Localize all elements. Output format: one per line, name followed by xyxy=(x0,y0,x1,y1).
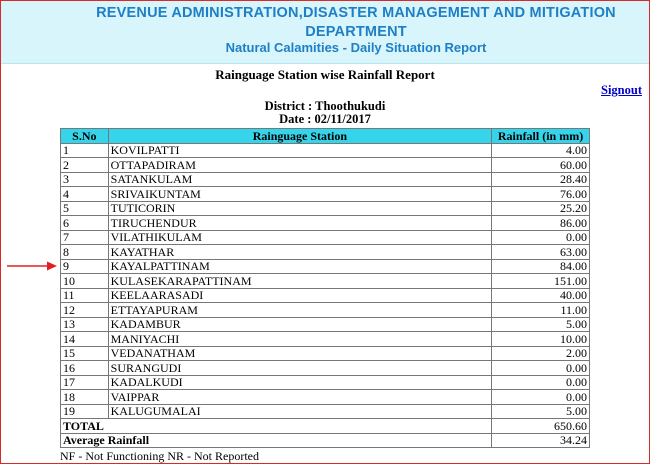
cell-sno: 11 xyxy=(61,288,109,303)
total-value: 650.60 xyxy=(492,419,590,434)
cell-station: VEDANATHAM xyxy=(108,346,491,361)
cell-rainfall: 2.00 xyxy=(492,346,590,361)
cell-station: SATANKULAM xyxy=(108,172,491,187)
table-row xyxy=(61,201,590,216)
report-subtitle: Natural Calamities - Daily Situation Report xyxy=(225,40,487,55)
cell-station: SRIVAIKUNTAM xyxy=(108,187,491,202)
table-row xyxy=(61,143,590,158)
cell-sno: 8 xyxy=(61,245,109,260)
cell-station: KULASEKARAPATTINAM xyxy=(108,274,491,289)
cell-station: KOVILPATTI xyxy=(108,143,491,158)
table-row xyxy=(61,288,590,303)
table-row xyxy=(61,245,590,260)
cell-station: KAYATHAR xyxy=(108,245,491,260)
average-value: 34.24 xyxy=(492,433,590,448)
cell-rainfall: 60.00 xyxy=(492,158,590,173)
cell-sno: 12 xyxy=(61,303,109,318)
cell-station: ETTAYAPURAM xyxy=(108,303,491,318)
average-row xyxy=(61,433,590,448)
cell-rainfall: 5.00 xyxy=(492,404,590,419)
cell-rainfall: 76.00 xyxy=(492,187,590,202)
cell-station: TIRUCHENDUR xyxy=(108,216,491,231)
cell-rainfall: 11.00 xyxy=(492,303,590,318)
report-title: Rainguage Station wise Rainfall Report xyxy=(215,67,435,82)
table-row xyxy=(61,274,590,289)
cell-sno: 16 xyxy=(61,361,109,376)
cell-rainfall: 63.00 xyxy=(492,245,590,260)
cell-sno: 5 xyxy=(61,201,109,216)
cell-station: SURANGUDI xyxy=(108,361,491,376)
cell-rainfall: 0.00 xyxy=(492,230,590,245)
cell-station: MANIYACHI xyxy=(108,332,491,347)
header-station: Rainguage Station xyxy=(108,129,491,144)
cell-rainfall: 28.40 xyxy=(492,172,590,187)
header-rainfall: Rainfall (in mm) xyxy=(492,129,590,144)
cell-rainfall: 40.00 xyxy=(492,288,590,303)
cell-station: KADAMBUR xyxy=(108,317,491,332)
cell-rainfall: 151.00 xyxy=(492,274,590,289)
cell-rainfall: 86.00 xyxy=(492,216,590,231)
rainfall-table xyxy=(60,128,590,448)
cell-station: TUTICORIN xyxy=(108,201,491,216)
table-row xyxy=(61,187,590,202)
cell-sno: 10 xyxy=(61,274,109,289)
total-label: TOTAL xyxy=(61,419,492,434)
total-row xyxy=(61,419,590,434)
cell-rainfall: 10.00 xyxy=(492,332,590,347)
cell-rainfall: 25.20 xyxy=(492,201,590,216)
cell-sno: 17 xyxy=(61,375,109,390)
table-header-row xyxy=(61,129,590,144)
header-sno: S.No xyxy=(61,129,109,144)
table-row xyxy=(61,303,590,318)
cell-station: VILATHIKULAM xyxy=(108,230,491,245)
table-row xyxy=(61,230,590,245)
table-row xyxy=(61,317,590,332)
cell-rainfall: 5.00 xyxy=(492,317,590,332)
cell-sno: 13 xyxy=(61,317,109,332)
date-label: Date : 02/11/2017 xyxy=(279,112,371,126)
red-arrow-icon xyxy=(7,260,57,272)
cell-sno: 2 xyxy=(61,158,109,173)
department-title: REVENUE ADMINISTRATION,DISASTER MANAGEMENT AND MITIGATION DEPARTMENT xyxy=(96,5,616,40)
cell-station: VAIPPAR xyxy=(108,390,491,405)
cell-sno: 4 xyxy=(61,187,109,202)
average-label: Average Rainfall xyxy=(61,433,492,448)
cell-station: KEELAARASADI xyxy=(108,288,491,303)
cell-sno: 19 xyxy=(61,404,109,419)
cell-station: OTTAPADIRAM xyxy=(108,158,491,173)
cell-rainfall: 0.00 xyxy=(492,361,590,376)
cell-sno: 15 xyxy=(61,346,109,361)
cell-rainfall: 0.00 xyxy=(492,390,590,405)
cell-sno: 3 xyxy=(61,172,109,187)
cell-sno: 1 xyxy=(61,143,109,158)
table-row xyxy=(61,361,590,376)
cell-station: KAYALPATTINAM xyxy=(108,259,491,274)
signout-link[interactable]: Signout xyxy=(601,83,642,97)
page-header xyxy=(1,1,649,64)
district-label: District : Thoothukudi xyxy=(264,99,386,113)
table-row xyxy=(61,158,590,173)
cell-sno: 18 xyxy=(61,390,109,405)
cell-sno: 6 xyxy=(61,216,109,231)
table-row xyxy=(61,390,590,405)
cell-station: KADALKUDI xyxy=(108,375,491,390)
table-row xyxy=(61,172,590,187)
cell-rainfall: 0.00 xyxy=(492,375,590,390)
table-row xyxy=(61,216,590,231)
table-row xyxy=(61,346,590,361)
cell-rainfall: 4.00 xyxy=(492,143,590,158)
footnote: NF - Not Functioning NR - Not Reported xyxy=(60,449,259,463)
table-row xyxy=(61,332,590,347)
cell-sno: 7 xyxy=(61,230,109,245)
cell-sno: 14 xyxy=(61,332,109,347)
table-row xyxy=(61,259,590,274)
table-row xyxy=(61,375,590,390)
cell-rainfall: 84.00 xyxy=(492,259,590,274)
table-body xyxy=(61,143,590,419)
cell-sno: 9 xyxy=(61,259,109,274)
cell-station: KALUGUMALAI xyxy=(108,404,491,419)
table-row xyxy=(61,404,590,419)
